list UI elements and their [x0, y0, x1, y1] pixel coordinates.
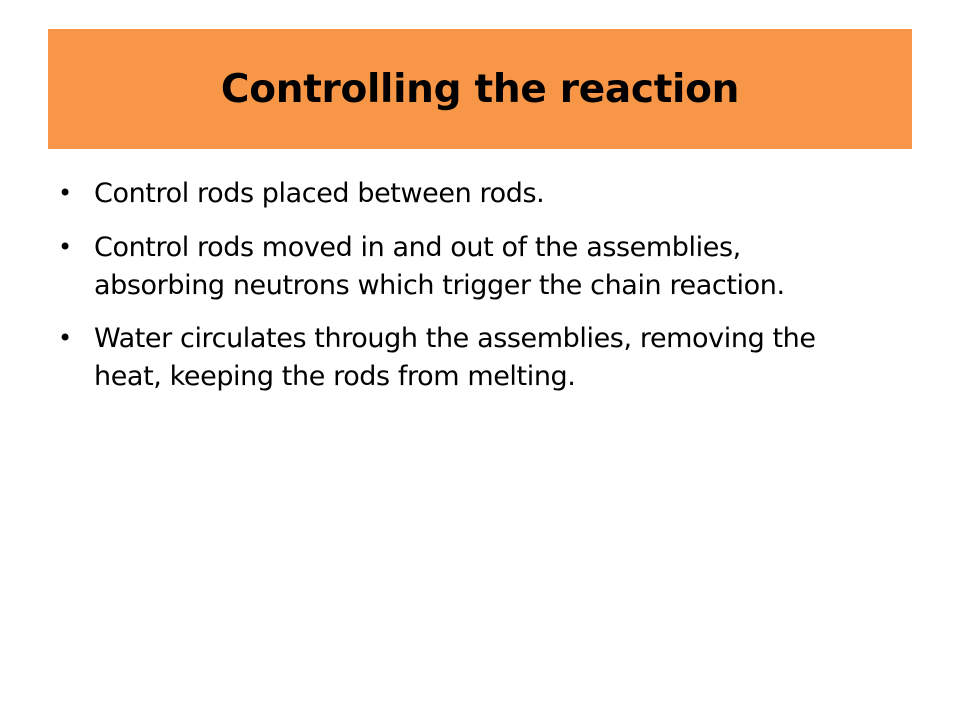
slide-title: Controlling the reaction [220, 66, 740, 112]
bullet-list [58, 172, 878, 408]
bullet-item [58, 226, 878, 305]
bullet-point-icon: • [58, 179, 73, 207]
bullet-point-icon: • [58, 324, 73, 352]
bullet-item [58, 172, 878, 214]
bullet-text: Water circulates through the assemblies, removing the heat, keeping the rods from melting. [94, 323, 816, 392]
bullet-point-icon: • [58, 233, 73, 261]
bullet-text: Control rods moved in and out of the assemblies, absorbing neutrons which trigger the chain reaction. [94, 232, 785, 301]
bullet-text: Control rods placed between rods. [94, 178, 545, 209]
title-band [48, 29, 912, 149]
bullet-item [58, 317, 878, 396]
